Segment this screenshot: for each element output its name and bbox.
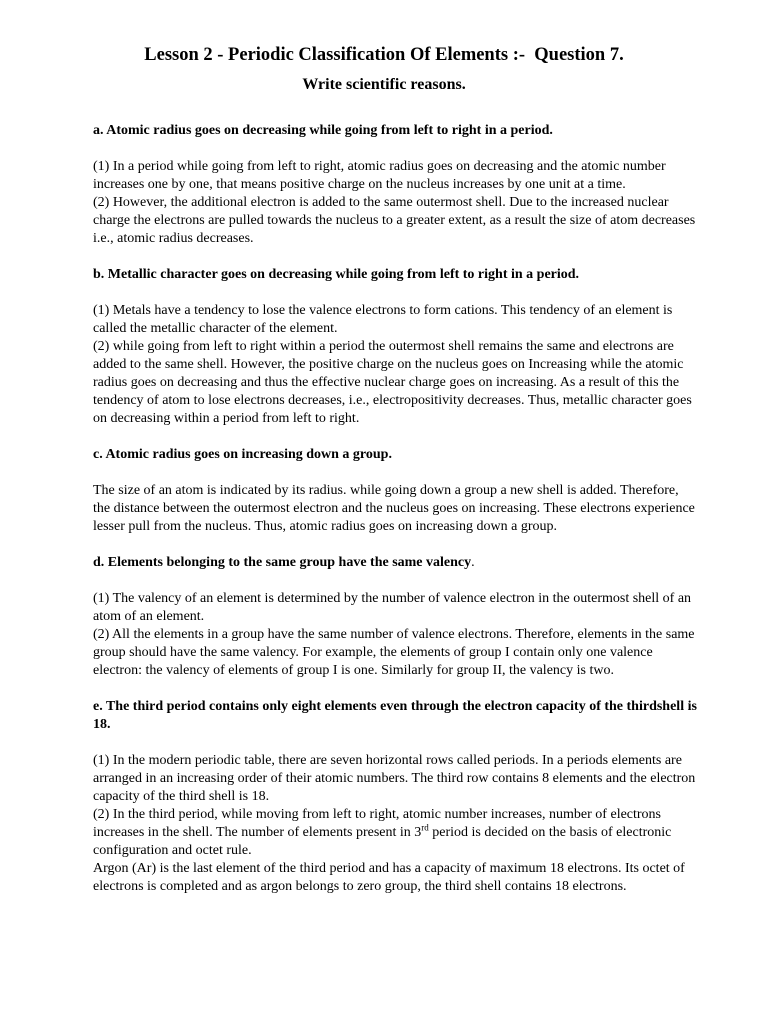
- section-b-paragraph-2: (2) while going from left to right within a period the outermost shell remains the same and electrons are added to the same shell. However, the positive charge on the nucleus goes on Increasing while the atomic radius goes on decreasing and thus the effective nuclear charge goes on increasing. As a result of this the tendency of atom to lose electrons decreases, i.e., electropositivity decreases. Thus, metallic character goes on decreasing within a period from left to right.: [93, 339, 692, 426]
- section-a-heading: a. Atomic radius goes on decreasing while going from left to right in a period.: [93, 123, 553, 138]
- section-d-paragraph-1: (1) The valency of an element is determined by the number of valence electron in the outermost shell of an atom of an element.: [93, 591, 692, 624]
- page-title: Lesson 2 - Periodic Classification Of Elements :- Question 7.: [144, 45, 624, 65]
- section-b-heading: b. Metallic character goes on decreasing while going from left to right in a period.: [93, 267, 580, 282]
- section-a-paragraph-2: (2) However, the additional electron is added to the same outermost shell. Due to the increased nuclear charge the electrons are pulled towards the nucleus to a greater extent, as a result the size of atom decreases i.e., atomic radius decreases.: [93, 195, 696, 246]
- section-a-paragraph-1: (1) In a period while going from left to right, atomic radius goes on decreasing and the atomic number increases one by one, that means positive charge on the nucleus increases by one unit at a time.: [93, 159, 666, 192]
- page-subtitle: Write scientific reasons.: [302, 76, 466, 93]
- section-c-heading: c. Atomic radius goes on increasing down a group.: [93, 447, 392, 462]
- section-e-paragraph-3: Argon (Ar) is the last element of the third period and has a capacity of maximum 18 electrons. Its octet of electrons is completed and as argon belongs to zero group, the third shell contains 18 electrons.: [93, 861, 685, 894]
- document-body: [93, 122, 699, 896]
- section-d-heading-period: .: [471, 555, 475, 570]
- section-b-paragraph-1: (1) Metals have a tendency to lose the valence electrons to form cations. This tendency of an element is called the metallic character of the element.: [93, 303, 673, 336]
- section-e-heading: e. The third period contains only eight elements even through the electron capacity of the thirdshell is 18.: [93, 699, 697, 732]
- section-c-paragraph-1: The size of an atom is indicated by its radius. while going down a group a new shell is added. Therefore, the distance between the outermost electron and the nucleus goes on increasing. These electrons experience lesser pull from the nucleus. Thus, atomic radius goes on increasing down a group.: [93, 483, 695, 534]
- ordinal-superscript: rd: [421, 822, 429, 833]
- section-e-paragraph-1: (1) In the modern periodic table, there are seven horizontal rows called periods. In a periods elements are arranged in an increasing order of their atomic numbers. The third row contains 8 elements and the electron capacity of the third shell is 18.: [93, 753, 696, 804]
- section-e-paragraph-2-text-end: period is decided on the basis of electronic configuration and octet rule.: [93, 825, 672, 858]
- section-d-heading-line: [93, 554, 699, 572]
- section-e-paragraph-2: [93, 806, 699, 860]
- section-d-heading: d. Elements belonging to the same group have the same valency: [93, 555, 472, 570]
- section-d-paragraph-2: (2) All the elements in a group have the same number of valence electrons. Therefore, elements in the same group should have the same valency. For example, the elements of group I contain only one valence electron: the valency of elements of group I is one. Similarly for group II, the valency is two.: [93, 627, 695, 678]
- section-e-paragraph-2-text: (2) In the third period, while moving from left to right, atomic number increases, number of electrons increases in the shell. The number of elements present in 3: [93, 807, 662, 840]
